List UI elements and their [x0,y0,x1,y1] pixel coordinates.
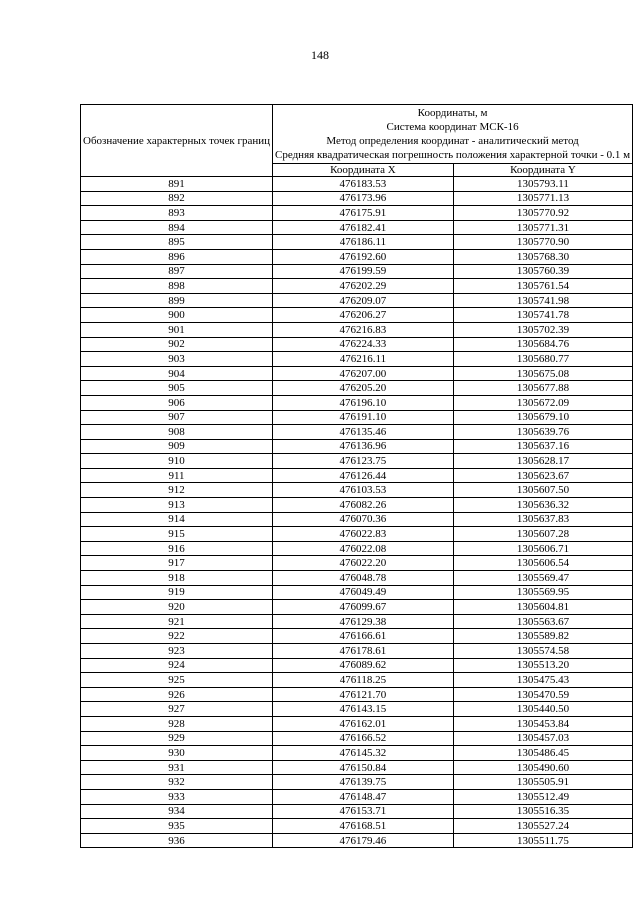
coordinate-x-cell: 476136.96 [273,439,454,454]
point-id-cell: 918 [81,571,273,586]
coordinate-y-cell: 1305607.50 [453,483,632,498]
coordinate-y-cell: 1305513.20 [453,658,632,673]
coordinate-y-cell: 1305527.24 [453,819,632,834]
table-row [81,483,633,498]
point-id-cell: 912 [81,483,273,498]
table-row [81,235,633,250]
table-row [81,833,633,848]
coordinate-y-cell: 1305453.84 [453,716,632,731]
coordinate-y-cell: 1305512.49 [453,789,632,804]
coordinate-x-cell: 476145.32 [273,746,454,761]
point-id-cell: 925 [81,673,273,688]
coordinate-x-cell: 476123.75 [273,454,454,469]
point-id-cell: 899 [81,293,273,308]
coordinate-x-cell: 476022.83 [273,527,454,542]
coordinate-y-cell: 1305771.13 [453,191,632,206]
point-id-cell: 917 [81,556,273,571]
point-id-cell: 929 [81,731,273,746]
coordinate-x-cell: 476175.91 [273,206,454,221]
table-row [81,571,633,586]
point-id-cell: 928 [81,716,273,731]
coordinate-x-cell: 476207.00 [273,366,454,381]
table-row [81,366,633,381]
coordinate-x-cell: 476139.75 [273,775,454,790]
coordinate-x-cell: 476216.83 [273,322,454,337]
coordinate-x-cell: 476191.10 [273,410,454,425]
coordinate-x-cell: 476153.71 [273,804,454,819]
coordinate-y-cell: 1305511.75 [453,833,632,848]
point-id-cell: 892 [81,191,273,206]
point-id-cell: 926 [81,687,273,702]
coordinate-y-cell: 1305475.43 [453,673,632,688]
point-id-cell: 934 [81,804,273,819]
coordinate-y-cell: 1305457.03 [453,731,632,746]
coordinate-y-cell: 1305636.32 [453,498,632,513]
coordinate-x-cell: 476049.49 [273,585,454,600]
coordinate-x-cell: 476162.01 [273,716,454,731]
table-row [81,206,633,221]
table-row [81,687,633,702]
point-id-cell: 913 [81,498,273,513]
coordinate-y-cell: 1305569.95 [453,585,632,600]
table-body [81,177,633,848]
coordinate-x-cell: 476129.38 [273,614,454,629]
table-row [81,498,633,513]
coordinate-y-cell: 1305684.76 [453,337,632,352]
table-row [81,600,633,615]
method-line: Метод определения координат - аналитический метод [326,135,579,147]
point-id-cell: 936 [81,833,273,848]
coordinate-y-cell: 1305637.16 [453,439,632,454]
point-id-cell: 897 [81,264,273,279]
point-id-cell: 914 [81,512,273,527]
table-row [81,614,633,629]
table-row [81,322,633,337]
point-id-cell: 911 [81,468,273,483]
coordinate-y-cell: 1305490.60 [453,760,632,775]
point-id-cell: 920 [81,600,273,615]
coordinate-y-cell: 1305741.78 [453,308,632,323]
coordinates-table [80,104,633,848]
table-row [81,746,633,761]
point-id-cell: 893 [81,206,273,221]
page-number: 148 [311,48,329,62]
table-row [81,556,633,571]
point-id-cell: 905 [81,381,273,396]
table-row [81,760,633,775]
coordinate-y-cell: 1305768.30 [453,249,632,264]
table-row [81,220,633,235]
coordinate-y-cell: 1305470.59 [453,687,632,702]
point-id-cell: 935 [81,819,273,834]
coordinate-y-cell: 1305679.10 [453,410,632,425]
coordinate-y-cell: 1305760.39 [453,264,632,279]
point-id-cell: 915 [81,527,273,542]
coordinate-x-cell: 476205.20 [273,381,454,396]
coordinate-y-cell: 1305628.17 [453,454,632,469]
table-row [81,395,633,410]
coordinates-header [273,105,633,164]
table-row [81,177,633,192]
point-id-cell: 906 [81,395,273,410]
coordinate-y-cell: 1305589.82 [453,629,632,644]
coordinate-y-cell: 1305770.92 [453,206,632,221]
coordinate-x-cell: 476121.70 [273,687,454,702]
table-row [81,191,633,206]
coordinate-x-cell: 476148.47 [273,789,454,804]
coordinate-x-cell: 476166.52 [273,731,454,746]
point-id-cell: 931 [81,760,273,775]
point-designation-header: Обозначение характерных точек границ [81,105,273,177]
coordinate-x-cell: 476166.61 [273,629,454,644]
coordinate-x-cell: 476216.11 [273,352,454,367]
point-id-cell: 902 [81,337,273,352]
coordinate-y-cell: 1305793.11 [453,177,632,192]
table-row [81,658,633,673]
coordinate-y-cell: 1305563.67 [453,614,632,629]
coordinate-x-cell: 476209.07 [273,293,454,308]
table-row [81,527,633,542]
table-row [81,702,633,717]
point-id-cell: 933 [81,789,273,804]
table-row [81,716,633,731]
coordinate-x-cell: 476182.41 [273,220,454,235]
coordinate-x-cell: 476126.44 [273,468,454,483]
table-row [81,249,633,264]
coordinate-x-cell: 476173.96 [273,191,454,206]
point-id-cell: 898 [81,279,273,294]
coordinate-y-cell: 1305440.50 [453,702,632,717]
coordinate-x-cell: 476118.25 [273,673,454,688]
coordinate-x-cell: 476082.26 [273,498,454,513]
table-row [81,804,633,819]
coordinate-x-cell: 476135.46 [273,425,454,440]
point-id-cell: 895 [81,235,273,250]
coordinate-y-cell: 1305680.77 [453,352,632,367]
coordinate-x-cell: 476206.27 [273,308,454,323]
table-row [81,819,633,834]
coordinate-y-cell: 1305486.45 [453,746,632,761]
point-id-cell: 927 [81,702,273,717]
point-id-cell: 922 [81,629,273,644]
coordinate-x-cell: 476178.61 [273,644,454,659]
point-id-cell: 904 [81,366,273,381]
point-id-cell: 921 [81,614,273,629]
coordinate-y-cell: 1305677.88 [453,381,632,396]
point-id-cell: 923 [81,644,273,659]
point-id-cell: 908 [81,425,273,440]
coordinate-x-cell: 476143.15 [273,702,454,717]
coordinate-y-cell: 1305569.47 [453,571,632,586]
table-row [81,293,633,308]
point-id-cell: 910 [81,454,273,469]
coordinate-x-cell: 476103.53 [273,483,454,498]
table-row [81,264,633,279]
coordinate-x-cell: 476168.51 [273,819,454,834]
coordinates-header-line: Координаты, м [417,107,488,119]
table-row [81,541,633,556]
coordinate-x-cell: 476022.20 [273,556,454,571]
coordinate-y-cell: 1305770.90 [453,235,632,250]
point-id-cell: 891 [81,177,273,192]
table-row [81,279,633,294]
table-row [81,308,633,323]
coordinate-y-cell: 1305574.58 [453,644,632,659]
table-row [81,381,633,396]
coordinate-x-cell: 476089.62 [273,658,454,673]
table-row [81,512,633,527]
table-row [81,789,633,804]
coordinate-x-cell: 476022.08 [273,541,454,556]
coordinate-y-cell: 1305741.98 [453,293,632,308]
point-id-cell: 930 [81,746,273,761]
coordinate-x-cell: 476202.29 [273,279,454,294]
coordinate-y-cell: 1305702.39 [453,322,632,337]
coordinate-y-cell: 1305606.54 [453,556,632,571]
table-row [81,629,633,644]
table-row [81,644,633,659]
coordinate-x-cell: 476048.78 [273,571,454,586]
coordinate-y-cell: 1305675.08 [453,366,632,381]
point-id-cell: 896 [81,249,273,264]
coordinate-x-cell: 476196.10 [273,395,454,410]
coordinate-y-cell: 1305761.54 [453,279,632,294]
coordinate-x-cell: 476183.53 [273,177,454,192]
coordinate-x-cell: 476224.33 [273,337,454,352]
coordinate-y-cell: 1305607.28 [453,527,632,542]
point-id-cell: 919 [81,585,273,600]
table-row [81,468,633,483]
coordinate-y-cell: 1305672.09 [453,395,632,410]
coordinate-x-cell: 476199.59 [273,264,454,279]
point-id-cell: 901 [81,322,273,337]
table-row [81,673,633,688]
coordinate-x-cell: 476099.67 [273,600,454,615]
coordinate-x-cell: 476186.11 [273,235,454,250]
coordinate-y-cell: 1305623.67 [453,468,632,483]
table-row [81,410,633,425]
table-row [81,337,633,352]
coordinate-y-cell: 1305606.71 [453,541,632,556]
coordinate-x-cell: 476192.60 [273,249,454,264]
point-id-cell: 900 [81,308,273,323]
table-row [81,585,633,600]
point-id-cell: 924 [81,658,273,673]
point-id-cell: 916 [81,541,273,556]
coordinate-y-cell: 1305516.35 [453,804,632,819]
table-header-row [81,105,633,164]
table-row [81,425,633,440]
coordinate-y-header: Координата Y [453,164,632,177]
coordinate-y-cell: 1305637.83 [453,512,632,527]
table-row [81,454,633,469]
coordinate-x-cell: 476070.36 [273,512,454,527]
coordinate-y-cell: 1305771.31 [453,220,632,235]
point-id-cell: 903 [81,352,273,367]
coordinate-y-cell: 1305639.76 [453,425,632,440]
coordinate-y-cell: 1305505.91 [453,775,632,790]
coordinate-system-line: Система координат МСК-16 [386,121,519,133]
point-id-cell: 907 [81,410,273,425]
point-id-cell: 932 [81,775,273,790]
point-id-cell: 894 [81,220,273,235]
table-row [81,775,633,790]
point-id-cell: 909 [81,439,273,454]
coordinate-x-cell: 476179.46 [273,833,454,848]
table-row [81,731,633,746]
coordinate-x-header: Координата X [273,164,454,177]
table-row [81,439,633,454]
coordinate-x-cell: 476150.84 [273,760,454,775]
table-row [81,352,633,367]
accuracy-line: Средняя квадратическая погрешность положения характерной точки - 0.1 м [275,149,631,161]
coordinate-y-cell: 1305604.81 [453,600,632,615]
